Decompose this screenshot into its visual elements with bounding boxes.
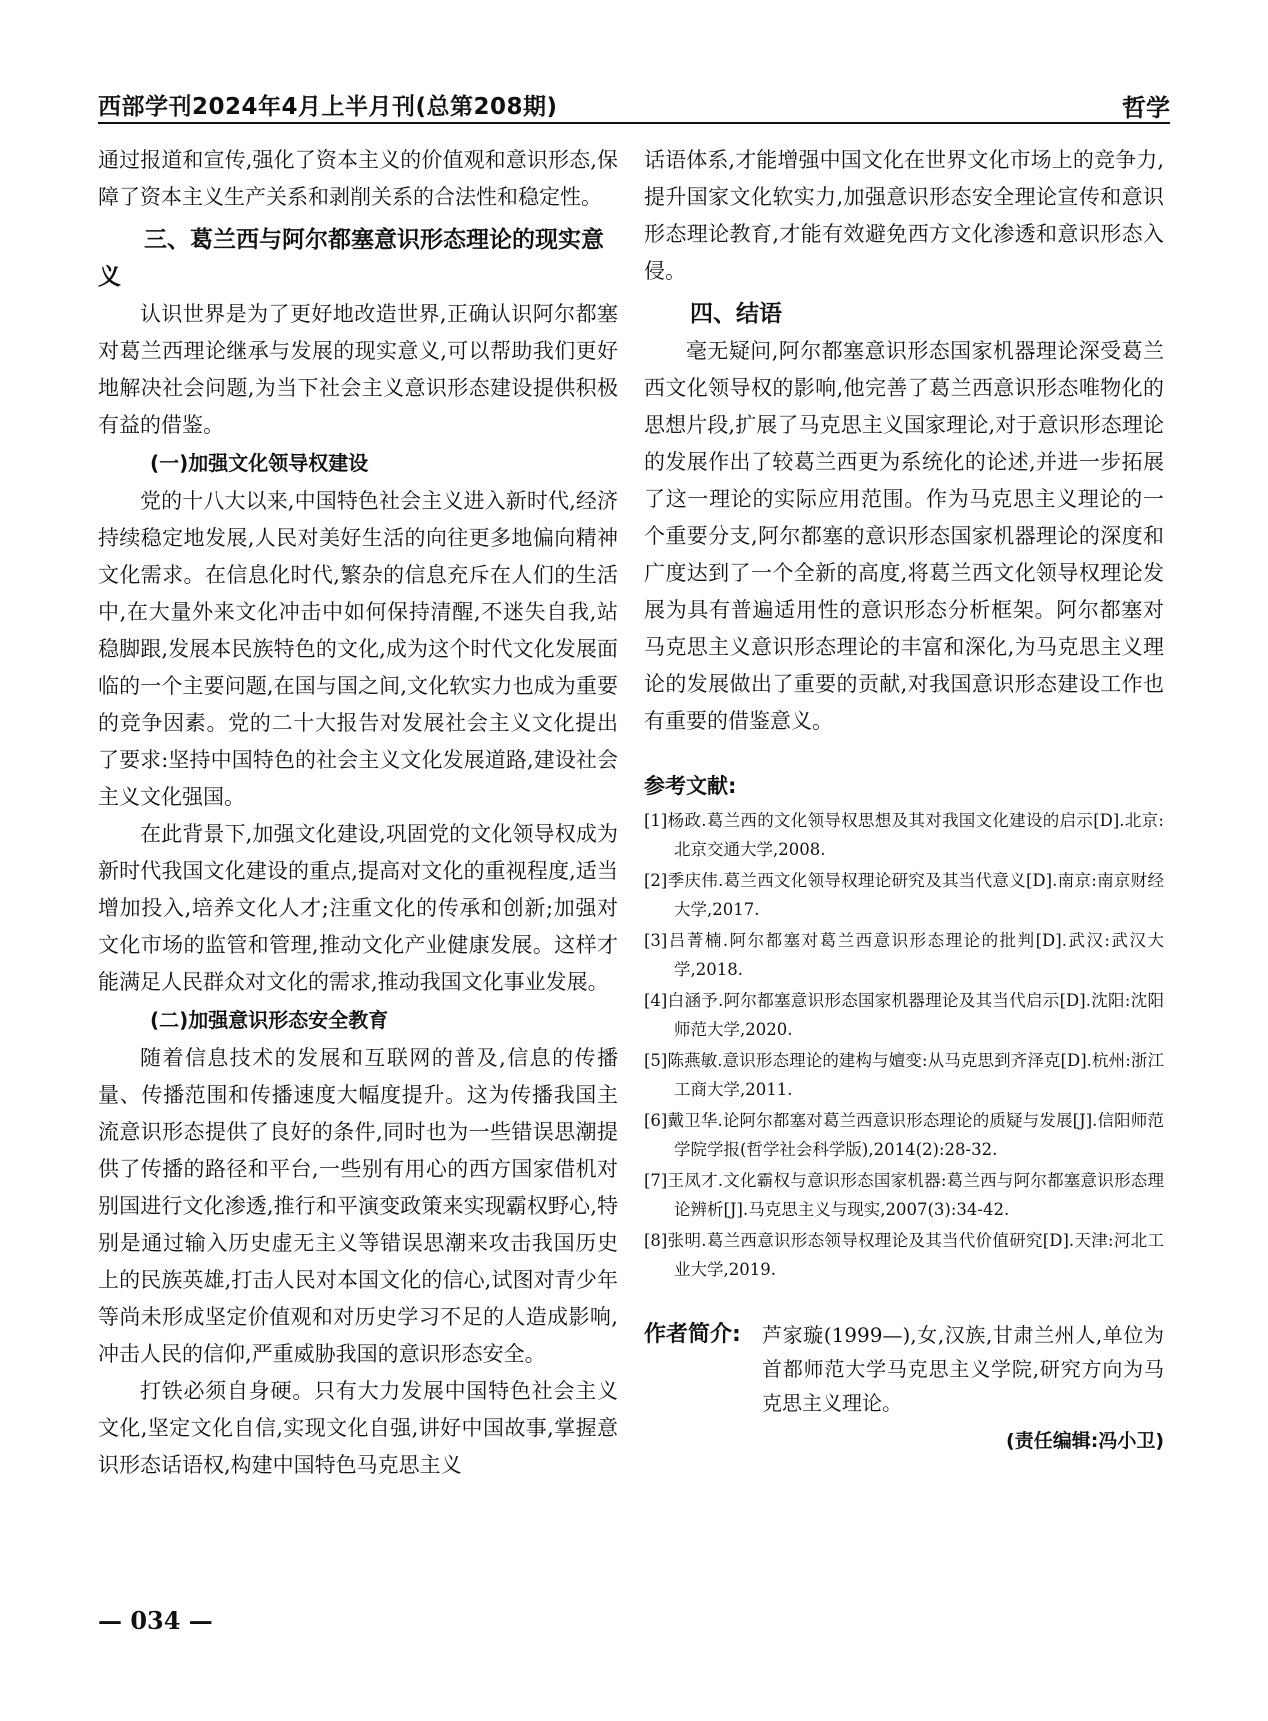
paragraph: 毫无疑问,阿尔都塞意识形态国家机器理论深受葛兰西文化领导权的影响,他完善了葛兰西意识形态唯物化的思想片段,扩展了马克思主义国家理论,对于意识形态理论的发展作出了较葛兰西更为系统化的论述,并进一步拓展了这一理论的实际应用范围。作为马克思主义理论的一个重要分支,阿尔都塞的意识形态国家机器理论的深度和广度达到了一个全新的高度,将葛兰西文化领导权理论发展为具有普遍适用性的意识形态分析框架。阿尔都塞对马克思主义意识形态理论的丰富和深化,为马克思主义理论的发展做出了重要的贡献,对我国意识形态建设工作也有重要的借鉴意义。 xyxy=(644,339,1164,733)
page-number: — 034 — xyxy=(98,1606,213,1635)
journal-title: 西部学刊2024年4月上半月刊(总第208期) xyxy=(98,94,558,120)
reference-item: [1]杨政.葛兰西的文化领导权思想及其对我国文化建设的启示[D].北京:北京交通大学,2008. xyxy=(644,811,1164,859)
references-heading: 参考文献: xyxy=(644,774,737,798)
paragraph: 通过报道和宣传,强化了资本主义的价值观和意识形态,保障了资本主义生产关系和剥削关系的合法性和稳定性。 xyxy=(98,148,618,209)
reference-item: [6]戴卫华.论阿尔都塞对葛兰西意识形态理论的质疑与发展[J].信阳师范学院学报(哲学社会科学版),2014(2):28-32. xyxy=(644,1111,1164,1159)
page-header xyxy=(98,86,1170,124)
paragraph: 在此背景下,加强文化建设,巩固党的文化领导权成为新时代我国文化建设的重点,提高对文化的重视程度,适当增加投入,培养文化人才;注重文化的传承和创新;加强对文化市场的监管和管理,推动文化产业健康发展。这样才能满足人民群众对文化的需求,推动我国文化事业发展。 xyxy=(98,822,618,994)
reference-item: [8]张明.葛兰西意识形态领导权理论及其当代价值研究[D].天津:河北工业大学,2019. xyxy=(644,1231,1164,1279)
editor-credit: (责任编辑:冯小卫) xyxy=(1006,1430,1164,1452)
left-column xyxy=(98,142,618,1484)
paragraph: 话语体系,才能增强中国文化在世界文化市场上的竞争力,提升国家文化软实力,加强意识形态安全理论宣传和意识形态理论教育,才能有效避免西方文化渗透和意识形态入侵。 xyxy=(644,148,1164,283)
subsection-heading: (一)加强文化领导权建设 xyxy=(150,451,369,475)
paragraph: 党的十八大以来,中国特色社会主义进入新时代,经济持续稳定地发展,人民对美好生活的向往更多地偏向精神文化需求。在信息化时代,繁杂的信息充斥在人们的生活中,在大量外来文化冲击中如何保持清醒,不迷失自我,站稳脚跟,发展本民族特色的文化,成为这个时代文化发展面临的一个主要问题,在国与国之间,文化软实力也成为重要的竞争因素。党的二十大报告对发展社会主义文化提出了要求:坚持中国特色的社会主义文化发展道路,建设社会主义文化强国。 xyxy=(98,489,618,809)
subsection-heading: (二)加强意识形态安全教育 xyxy=(150,1008,389,1032)
section-label: 哲学 xyxy=(1122,94,1170,122)
section-heading: 三、葛兰西与阿尔都塞意识形态理论的现实意义 xyxy=(98,227,604,290)
section-heading: 四、结语 xyxy=(690,301,782,327)
reference-item: [3]吕菁楠.阿尔都塞对葛兰西意识形态理论的批判[D].武汉:武汉大学,2018. xyxy=(644,931,1164,979)
paragraph: 认识世界是为了更好地改造世界,正确认识阿尔都塞对葛兰西理论继承与发展的现实意义,可以帮助我们更好地解决社会问题,为当下社会主义意识形态建设提供积极有益的借鉴。 xyxy=(98,302,618,437)
author-bio xyxy=(644,1318,1164,1420)
reference-item: [5]陈燕敏.意识形态理论的建构与嬗变:从马克思到齐泽克[D].杭州:浙江工商大学,2011. xyxy=(644,1051,1164,1099)
reference-item: [4]白涵予.阿尔都塞意识形态国家机器理论及其当代启示[D].沈阳:沈阳师范大学,2020. xyxy=(644,991,1164,1039)
paragraph: 打铁必须自身硬。只有大力发展中国特色社会主义文化,坚定文化自信,实现文化自强,讲好中国故事,掌握意识形态话语权,构建中国特色马克思主义 xyxy=(98,1379,618,1477)
reference-item: [7]王凤才.文化霸权与意识形态国家机器:葛兰西与阿尔都塞意识形态理论辨析[J].马克思主义与现实,2007(3):34-42. xyxy=(644,1171,1164,1219)
author-bio-label: 作者简介: xyxy=(644,1322,741,1347)
author-bio-text: 芦家璇(1999—),女,汉族,甘肃兰州人,单位为首都师范大学马克思主义学院,研究方向为马克思主义理论。 xyxy=(762,1323,1164,1415)
reference-item: [2]季庆伟.葛兰西文化领导权理论研究及其当代意义[D].南京:南京财经大学,2017. xyxy=(644,871,1164,919)
paragraph: 随着信息技术的发展和互联网的普及,信息的传播量、传播范围和传播速度大幅度提升。这为传播我国主流意识形态提供了良好的条件,同时也为一些错误思潮提供了传播的路径和平台,一些别有用心的西方国家借机对别国进行文化渗透,推行和平演变政策来实现霸权野心,特别是通过输入历史虚无主义等错误思潮来攻击我国历史上的民族英雄,打击人民对本国文化的信心,试图对青少年等尚未形成坚定价值观和对历史学习不足的人造成影响,冲击人民的信仰,严重威胁我国的意识形态安全。 xyxy=(98,1046,618,1366)
right-column xyxy=(644,142,1164,1453)
